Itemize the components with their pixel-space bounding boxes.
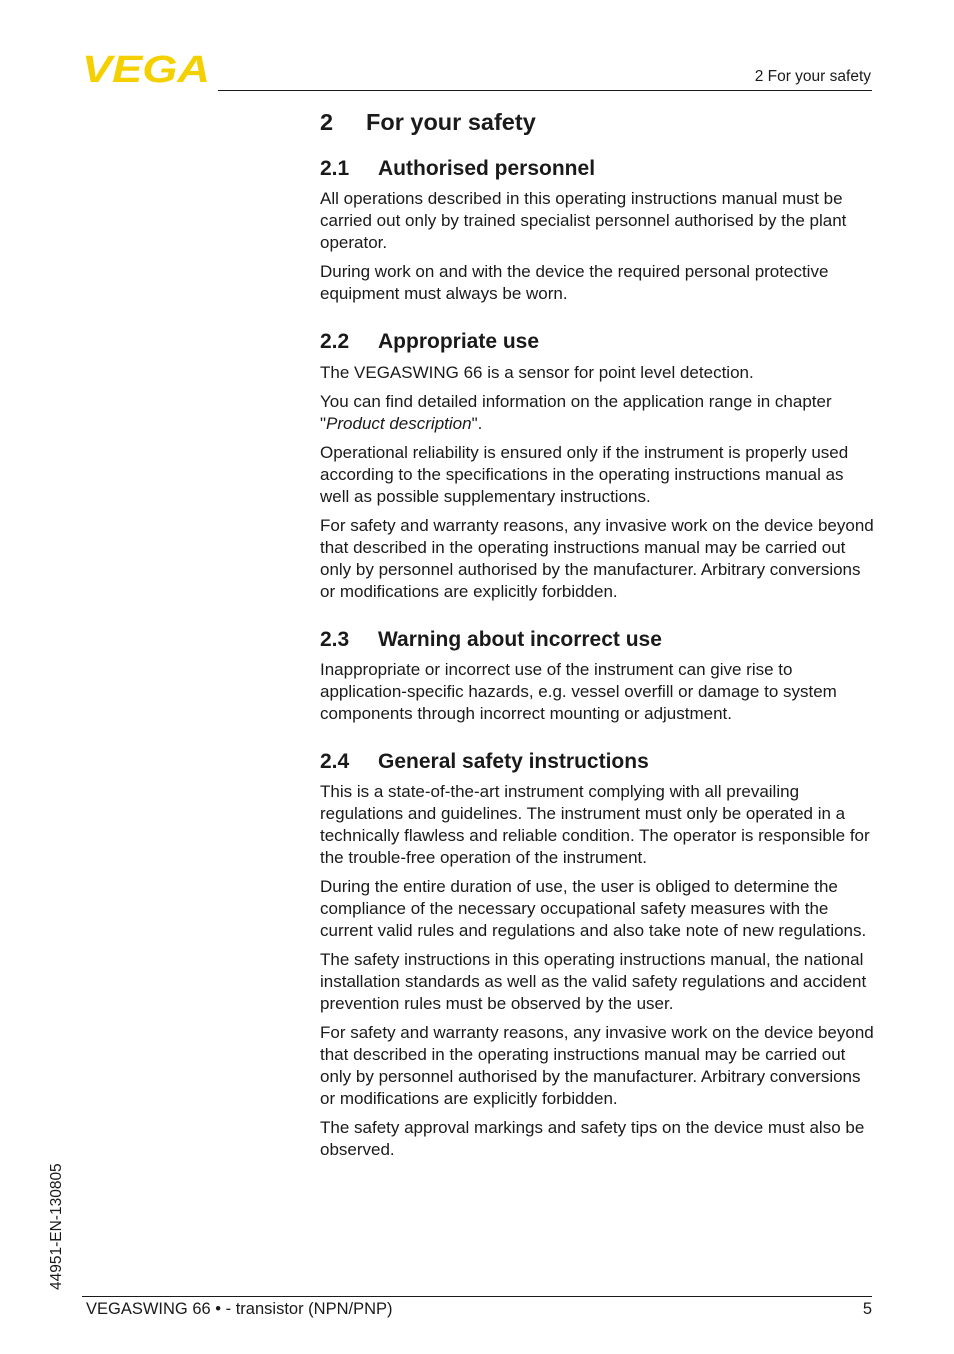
section-general-safety — [320, 749, 876, 1161]
section-authorised-personnel — [320, 156, 876, 305]
text-run: ". — [471, 413, 483, 433]
section-number: 2.4 — [320, 749, 350, 773]
paragraph — [320, 391, 876, 435]
paragraph: This is a state-of-the-art instrument complying with all prevailing regulations and guidelines. The instrument must only be operated in a technically flawless and reliable condition. The operator is responsible for the trouble-free operation of the instrument. — [320, 782, 870, 868]
chapter-heading — [320, 108, 876, 136]
main-content — [320, 108, 876, 1185]
paragraph: Operational reliability is ensured only if the instrument is properly used according to the specifications in the operating instructions manual as well as possible supplementary instructions. — [320, 442, 849, 506]
paragraph: For safety and warranty reasons, any invasive work on the device beyond that described in the operating instructions manual may be carried out only by personnel authorised by the manufacturer. Arbitrary conversions or modifications are explicitly forbidden. — [320, 515, 874, 601]
section-warning-incorrect-use — [320, 627, 876, 725]
document-code: 44951-EN-130805 — [48, 1163, 65, 1290]
paragraph: The safety instructions in this operating instructions manual, the national installation standards as well as the valid safety regulations and accident prevention rules must be observed by the user. — [320, 950, 867, 1014]
text-run: You can find detailed information on the application range in chapter " — [320, 391, 832, 433]
paragraph: During work on and with the device the required personal protective equipment must always be worn. — [320, 262, 829, 304]
section-heading — [320, 156, 876, 182]
section-appropriate-use — [320, 329, 876, 602]
section-number: 2.2 — [320, 330, 350, 354]
chapter-reference: Product description — [326, 413, 472, 433]
footer-rule — [82, 1296, 872, 1297]
section-title: Authorised personnel — [378, 157, 596, 181]
section-title: Appropriate use — [378, 330, 540, 354]
paragraph: During the entire duration of use, the user is obliged to determine the compliance of the necessary occupational safety measures with the current valid rules and regulations and also take note of new regulations. — [320, 877, 867, 941]
paragraph: The safety approval markings and safety tips on the device must also be observed. — [320, 1118, 865, 1160]
chapter-number: 2 — [320, 109, 334, 135]
paragraph: The VEGASWING 66 is a sensor for point level detection. — [320, 362, 754, 382]
vega-logo — [82, 52, 212, 84]
section-heading — [320, 627, 876, 653]
paragraph: All operations described in this operating instructions manual must be carried out only by trained specialist personnel authorised by the plant operator. — [320, 189, 847, 253]
paragraph: For safety and warranty reasons, any invasive work on the device beyond that described in the operating instructions manual may be carried out only by personnel authorised by the manufacturer. Arbitrary conversions or modifications are explicitly forbidden. — [320, 1023, 874, 1109]
section-heading — [320, 749, 876, 775]
section-number: 2.1 — [320, 157, 350, 181]
paragraph: Inappropriate or incorrect use of the instrument can give rise to application-specific hazards, e.g. vessel overfill or damage to system components through incorrect mounting or adjustment. — [320, 659, 837, 723]
section-title: Warning about incorrect use — [378, 627, 662, 651]
section-number: 2.3 — [320, 627, 350, 651]
running-head: 2 For your safety — [754, 68, 871, 85]
page-number: 5 — [862, 1300, 872, 1318]
section-title: General safety instructions — [378, 749, 649, 773]
header-rule — [218, 90, 872, 91]
section-heading — [320, 329, 876, 355]
chapter-title: For your safety — [366, 109, 536, 135]
logo-text: VEGA — [82, 52, 210, 84]
footer-product: VEGASWING 66 • - transistor (NPN/PNP) — [86, 1300, 393, 1318]
